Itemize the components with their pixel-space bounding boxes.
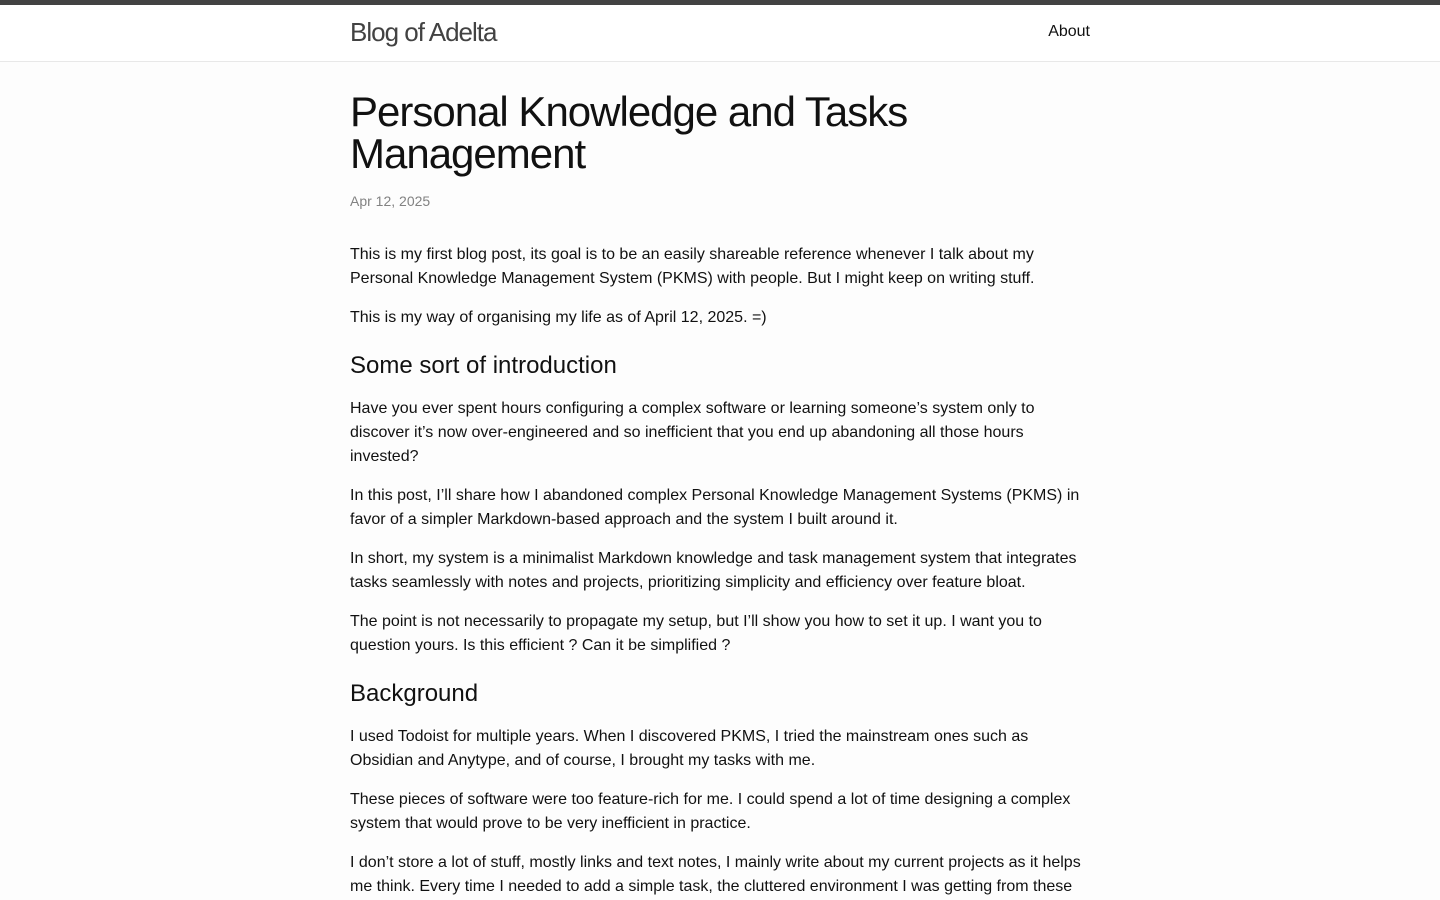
post-paragraph: These pieces of software were too feature-rich for me. I could spend a lot of time designing a complex system that would prove to be very inefficient in practice. — [350, 791, 1071, 832]
post-title: Personal Knowledge and Tasks Management — [350, 88, 908, 177]
post-paragraph: I don’t store a lot of stuff, mostly links and text notes, I mainly write about my current projects as it helps me think. Every time I needed to add a simple task, the cluttered environment I was getting from these — [350, 854, 1081, 895]
post-content — [350, 243, 1090, 899]
site-title-link[interactable]: Blog of Adelta — [350, 17, 497, 47]
post-paragraph: The point is not necessarily to propagate my setup, but I’ll show you how to set it up. I want you to question yours. Is this efficient ? Can it be simplified ? — [350, 613, 1042, 654]
post-paragraph: Have you ever spent hours configuring a complex software or learning someone’s system only to discover it’s now over-engineered and so inefficient that you end up abandoning all those hours invested? — [350, 400, 1035, 465]
post-article — [350, 62, 1090, 900]
section-heading-background: Background — [350, 680, 479, 707]
post-paragraph: This is my way of organising my life as of April 12, 2025. =) — [350, 309, 767, 326]
site-header — [0, 5, 1440, 62]
post-date: Apr 12, 2025 — [350, 193, 431, 209]
post-paragraph: In this post, I’ll share how I abandoned complex Personal Knowledge Management Systems (PKMS) in favor of a simpler Markdown-based approach and the system I built around it. — [350, 487, 1080, 528]
post-paragraph: I used Todoist for multiple years. When I discovered PKMS, I tried the mainstream ones such as Obsidian and Anytype, and of course, I brought my tasks with me. — [350, 728, 1029, 769]
post-paragraph: This is my first blog post, its goal is to be an easily shareable reference whenever I talk about my Personal Knowledge Management System (PKMS) with people. But I might keep on writing stuff. — [350, 246, 1035, 287]
nav-link-about[interactable]: About — [1048, 23, 1090, 40]
section-heading-introduction: Some sort of introduction — [350, 352, 617, 379]
post-paragraph: In short, my system is a minimalist Markdown knowledge and task management system that integrates tasks seamlessly with notes and projects, prioritizing simplicity and efficiency over feature bloat. — [350, 550, 1077, 591]
